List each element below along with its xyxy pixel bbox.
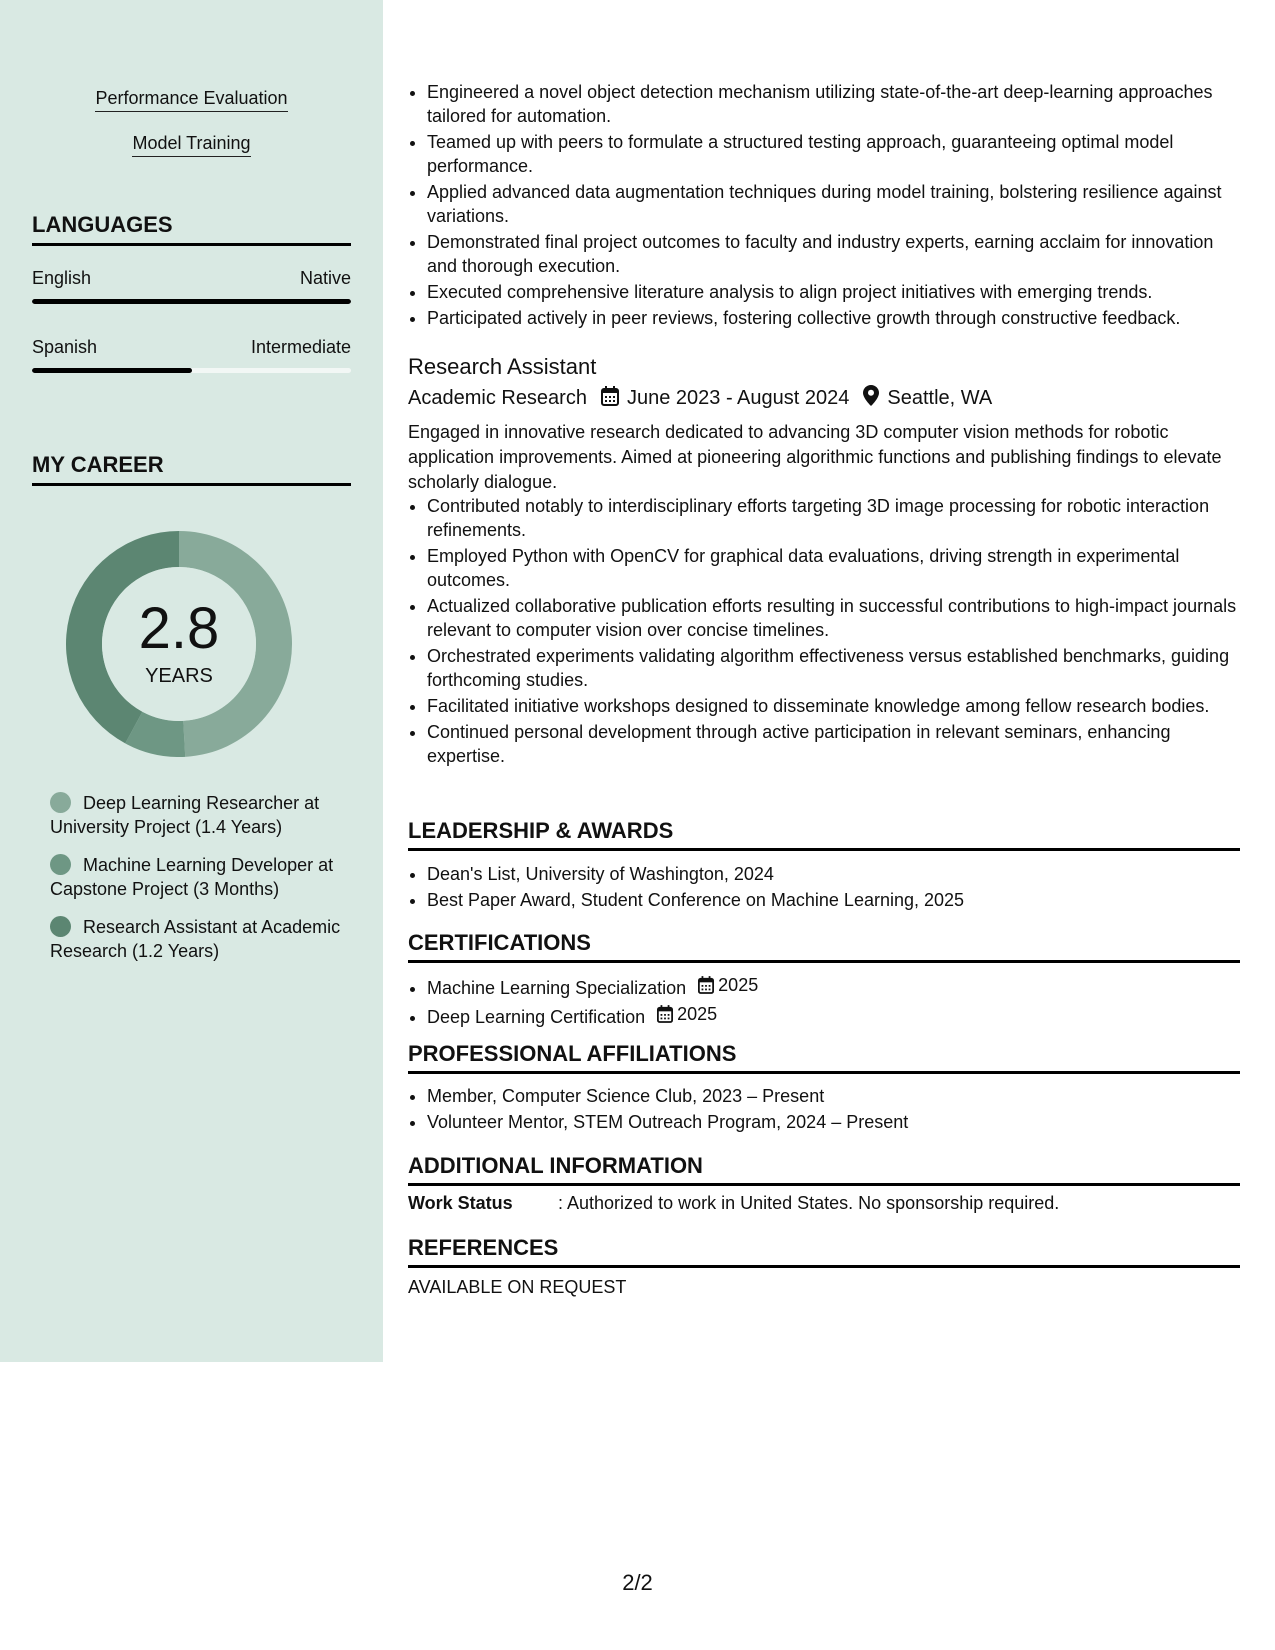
bullet-item: • Actualized collaborative publication efforts resulting in successful contributions to high-impact journals relevant to computer vision over concise timelines.: [427, 594, 1238, 642]
work-status-value: : Authorized to work in United States. No sponsorship required.: [558, 1193, 1060, 1213]
certification-name: Deep Learning Certification: [427, 1007, 646, 1027]
language-level: Intermediate: [250, 337, 351, 357]
certification-item: [427, 1002, 1238, 1029]
legend-dot: [50, 916, 71, 937]
certification-year: 2025: [677, 1004, 718, 1024]
career-item: [50, 791, 345, 839]
job-location: Seattle, WA: [887, 387, 993, 409]
certification-year: 2025: [718, 975, 759, 995]
leadership-list: [408, 862, 1238, 914]
skill-label: Performance Evaluation: [95, 88, 287, 112]
references-heading: REFERENCES: [408, 1235, 1240, 1268]
bullet-item: • Dean's List, University of Washington, 2024: [427, 862, 1238, 886]
bullet-item: • Contributed notably to interdisciplinary efforts targeting 3D image processing for robotic interaction refinements.: [427, 494, 1238, 542]
career-unit: YEARS: [145, 665, 213, 687]
bullet-item: • Continued personal development through active participation in relevant seminars, enhancing expertise.: [427, 720, 1238, 768]
bullet-item: • Demonstrated final project outcomes to faculty and industry experts, earning acclaim for innovation and thorough execution.: [427, 230, 1238, 278]
language-row: [32, 268, 351, 289]
bullet-item: • Executed comprehensive literature analysis to align project initiatives with emerging trends.: [427, 280, 1238, 304]
languages-heading: LANGUAGES: [32, 212, 351, 246]
skill-tag: [0, 133, 383, 157]
language-bar: [32, 368, 351, 373]
bullet-item: • Volunteer Mentor, STEM Outreach Program, 2024 – Present: [427, 1110, 1238, 1134]
language-row: [32, 337, 351, 358]
bullet-item: • Engineered a novel object detection mechanism utilizing state-of-the-art deep-learning approaches tailored for automation.: [427, 80, 1238, 128]
affiliations-heading: PROFESSIONAL AFFILIATIONS: [408, 1041, 1240, 1074]
bullet-item: • Orchestrated experiments validating algorithm effectiveness versus established benchmarks, guiding forthcoming studies.: [427, 644, 1238, 692]
career-item-text: Research Assistant at Academic Research (1.2 Years): [50, 917, 341, 961]
job-dates: June 2023 - August 2024: [626, 387, 850, 409]
language-bar: [32, 299, 351, 304]
job-description: Engaged in innovative research dedicated to advancing 3D computer vision methods for robotic application improvements. Aimed at pioneering algorithmic functions and publishing findings to elevate scholarly dialogue.: [408, 422, 1222, 492]
bullet-item: • Teamed up with peers to formulate a structured testing approach, guaranteeing optimal model performance.: [427, 130, 1238, 178]
career-heading: MY CAREER: [32, 452, 351, 486]
language-name: Spanish: [32, 337, 98, 357]
career-item: [50, 853, 345, 901]
bullet-item: • Member, Computer Science Club, 2023 – Present: [427, 1084, 1238, 1108]
legend-dot: [50, 792, 71, 813]
skill-tag: [0, 88, 383, 112]
language-level: Native: [299, 268, 351, 288]
work-status-label: Work Status: [408, 1193, 513, 1213]
location-pin-icon: [863, 385, 879, 412]
job-meta: [408, 385, 992, 412]
certification-item: [427, 973, 1238, 1000]
career-total: 2.8: [138, 596, 220, 661]
calendar-icon: [601, 386, 619, 412]
language-bar-fill: [32, 368, 192, 373]
additional-info-heading: ADDITIONAL INFORMATION: [408, 1153, 1240, 1186]
bullet-item: • Applied advanced data augmentation techniques during model training, bolstering resilience against variations.: [427, 180, 1238, 228]
leadership-heading: LEADERSHIP & AWARDS: [408, 818, 1240, 851]
language-name: English: [32, 268, 92, 288]
legend-dot: [50, 854, 71, 875]
calendar-icon: [657, 1005, 673, 1023]
work-status-row: [408, 1193, 1059, 1214]
language-bar-fill: [32, 299, 351, 304]
job-org: Academic Research: [408, 387, 587, 409]
bullet-item: • Best Paper Award, Student Conference on Machine Learning, 2025: [427, 888, 1238, 912]
calendar-icon: [698, 976, 714, 994]
certification-name: Machine Learning Specialization: [427, 978, 687, 998]
job-title: Research Assistant: [408, 354, 597, 379]
certifications-heading: CERTIFICATIONS: [408, 930, 1240, 963]
references-value: AVAILABLE ON REQUEST: [408, 1277, 627, 1297]
skill-label: Model Training: [132, 133, 250, 157]
career-item: [50, 915, 345, 963]
prev-job-bullets: [408, 80, 1238, 332]
job-bullets: [408, 494, 1238, 770]
certifications-list: [408, 973, 1238, 1031]
career-item-text: Deep Learning Researcher at University Project (1.4 Years): [50, 793, 320, 837]
affiliations-list: [408, 1084, 1238, 1136]
page-number: 2/2: [622, 1570, 653, 1595]
career-item-text: Machine Learning Developer at Capstone Project (3 Months): [50, 855, 334, 899]
bullet-item: • Employed Python with OpenCV for graphical data evaluations, driving strength in experimental outcomes.: [427, 544, 1238, 592]
bullet-item: • Facilitated initiative workshops designed to disseminate knowledge among fellow research bodies.: [427, 694, 1238, 718]
bullet-item: • Participated actively in peer reviews, fostering collective growth through constructive feedback.: [427, 306, 1238, 330]
